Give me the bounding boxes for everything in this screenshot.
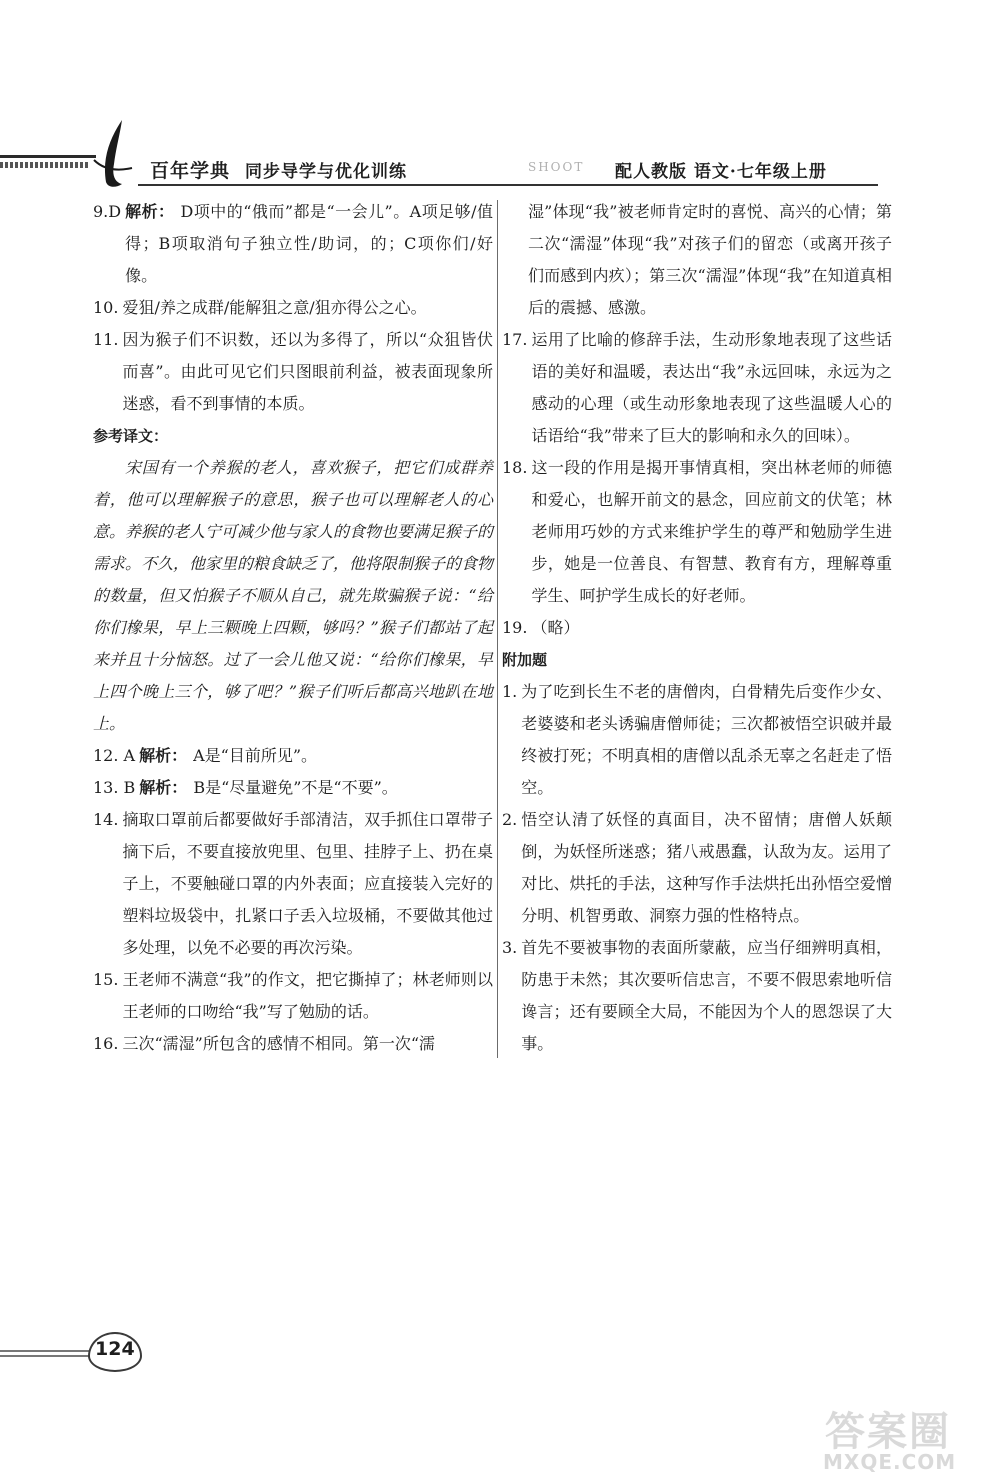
item-text: 首先不要被事物的表面所蒙蔽，应当仔细辨明真相，防患于未然；其次要听信忠言，不要不假思索地听信谗言；还有要顾全大局，不能因为个人的恩怨误了大事。 <box>521 938 892 1053</box>
answer-item-12 <box>93 740 493 772</box>
extra-questions-heading: 附加题 <box>502 651 548 669</box>
header-stripes <box>0 162 88 168</box>
page-number: 124 <box>95 1338 135 1360</box>
answer-item-10 <box>93 292 493 324</box>
extra-item-1 <box>502 676 892 804</box>
header-rule-left <box>0 155 96 158</box>
item-number: 15. <box>93 970 119 989</box>
answer-item-14 <box>93 804 493 964</box>
item-text: A是“目前所见”。 <box>193 746 318 765</box>
item-number: 9.D <box>93 202 122 221</box>
translation-heading: 参考译文： <box>93 427 169 445</box>
item-text: 爱狙/养之成群/能解狙之意/狙亦得公之心。 <box>122 298 427 317</box>
answer-item-17 <box>502 324 892 452</box>
answer-item-15 <box>93 964 493 1028</box>
item-text: D项中的“俄而”都是“一会儿”。A项足够/值得；B项取消句子独立性/助词，的；C项你们/好像。 <box>125 202 493 285</box>
series-subtitle: 同步导学与优化训练 <box>245 162 407 182</box>
answer-item-9 <box>93 196 493 292</box>
quill-logo-icon <box>92 118 138 190</box>
item-text: （略） <box>531 618 580 637</box>
analysis-label: 解析： <box>125 202 175 221</box>
header-rule <box>138 184 878 186</box>
watermark-logo <box>815 1400 990 1478</box>
item-number: 2. <box>502 810 518 829</box>
answer-item-16-continued: 湿”体现“我”被老师肯定时的喜悦、高兴的心情；第二次“濡湿”体现“我”对孩子们的留恋（或离开孩子们而感到内疚）；第三次“濡湿”体现“我”在知道真相后的震撼、感激。 <box>528 202 892 317</box>
answer-item-18 <box>502 452 892 612</box>
item-text: 摘取口罩前后都要做好手部清洁，双手抓住口罩带子摘下后，不要直接放兜里、包里、挂脖子上、扔在桌子上，不要触碰口罩的内外表面；应直接装入完好的塑料垃圾袋中，扎紧口子丢入垃圾桶，不要做其他过多处理，以免不必要的再次污染。 <box>122 810 493 957</box>
left-column <box>93 196 493 1060</box>
item-text: 王老师不满意“我”的作文，把它撕掉了；林老师则以王老师的口吻给“我”写了勉励的话。 <box>122 970 493 1021</box>
watermark-title: 答案圈 <box>825 1409 951 1455</box>
page-header <box>0 118 1000 190</box>
item-number: 11. <box>93 330 119 349</box>
item-number: 12. A <box>93 746 136 765</box>
faint-mark: SHOOT <box>528 160 585 174</box>
item-number: 3. <box>502 938 518 957</box>
analysis-label: 解析： <box>139 778 188 797</box>
footer-rules <box>0 1350 90 1364</box>
extra-item-3 <box>502 932 892 1060</box>
column-divider <box>497 200 498 1058</box>
item-text: 因为猴子们不识数，还以为多得了，所以“众狙皆伏而喜”。由此可见它们只图眼前利益，被表面现象所迷惑，看不到事情的本质。 <box>122 330 493 413</box>
answer-item-16 <box>93 1028 493 1060</box>
extra-item-2 <box>502 804 892 932</box>
item-number: 10. <box>93 298 119 317</box>
item-number: 13. B <box>93 778 136 797</box>
item-number: 17. <box>502 330 528 349</box>
item-number: 1. <box>502 682 518 701</box>
translation-text: 宋国有一个养猴的老人，喜欢猴子，把它们成群养着，他可以理解猴子的意思，猴子也可以理解老人的心意。养猴的老人宁可减少他与家人的食物也要满足猴子的需求。不久，他家里的粮食缺乏了，他将限制猴子的食物的数量，但又怕猴子不顺从自己，就先欺骗猴子说：“给你们橡果，早上三颗晚上四颗，够吗？”猴子们都站了起来并且十分恼怒。过了一会儿他又说：“给你们橡果，早上四个晚上三个，够了吧？”猴子们听后都高兴地趴在地上。 <box>93 458 494 733</box>
watermark-domain: MXQE.COM <box>823 1450 957 1474</box>
item-text: 为了吃到长生不老的唐僧肉，白骨精先后变作少女、老婆婆和老头诱骗唐僧师徒；三次都被悟空识破并最终被打死；不明真相的唐僧以乱杀无辜之名赶走了悟空。 <box>521 682 892 797</box>
item-text: 运用了比喻的修辞手法，生动形象地表现了这些话语的美好和温暖，表达出“我”永远回味，永远为之感动的心理（或生动形象地表现了这些温暖人心的话语给“我”带来了巨大的影响和永久的回味）。 <box>531 330 892 445</box>
item-number: 18. <box>502 458 528 477</box>
item-number: 19. <box>502 618 528 637</box>
item-text: 三次“濡湿”所包含的感情不相同。第一次“濡 <box>122 1034 435 1053</box>
series-name: 百年学典 <box>150 160 231 182</box>
item-text: 悟空认清了妖怪的真面目，决不留情；唐僧人妖颠倒，为妖怪所迷惑；猪八戒愚蠢，认敌为友。运用了对比、烘托的手法，这种写作手法烘托出孙悟空爱憎分明、机智勇敢、洞察力强的性格特点。 <box>521 810 892 925</box>
item-text: B是“尽量避免”不是“不要”。 <box>193 778 398 797</box>
item-number: 14. <box>93 810 119 829</box>
right-column <box>502 196 892 1060</box>
edition-label: 配人教版 语文·七年级上册 <box>615 162 827 182</box>
answer-item-11 <box>93 324 493 420</box>
answer-item-13 <box>93 772 493 804</box>
item-number: 16. <box>93 1034 119 1053</box>
item-text: 这一段的作用是揭开事情真相，突出林老师的师德和爱心，也解开前文的悬念，回应前文的伏笔；林老师用巧妙的方式来维护学生的尊严和勉励学生进步，她是一位善良、有智慧、教育有方，理解尊重学生、呵护学生成长的好老师。 <box>531 458 892 605</box>
answer-item-19 <box>502 612 892 644</box>
analysis-label: 解析： <box>139 746 188 765</box>
